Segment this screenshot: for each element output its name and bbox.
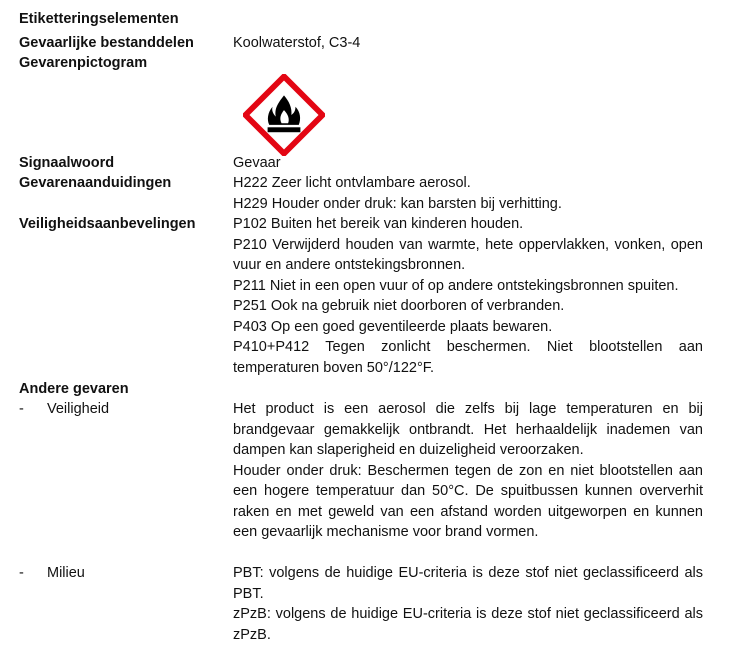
veiligheid-label: Veiligheid [47, 401, 110, 417]
h-statement: H222 Zeer licht ontvlambare aerosol. [233, 175, 471, 191]
bestanddelen-value: Koolwaterstof, C3-4 [233, 35, 361, 51]
list-dash: - [19, 401, 24, 417]
p-statement: P403 Op een goed geventileerde plaats bewaren. [233, 318, 553, 335]
signaalwoord-value: Gevaar [233, 155, 281, 171]
veiligheidsaanbevelingen-list [233, 214, 703, 378]
p-statement: P251 Ook na gebruik niet doorboren of verbranden. [233, 298, 565, 314]
milieu-paragraph: PBT: volgens de huidige EU-criteria is deze stof niet geclassificeerd als PBT. [233, 565, 703, 602]
veiligheid-text [233, 399, 703, 543]
p-statement: P102 Buiten het bereik van kinderen houden. [233, 216, 524, 232]
gevarenaanduidingen-list [233, 173, 703, 214]
andere-gevaren-label: Andere gevaren [19, 381, 129, 397]
p-statement: P211 Niet in een open vuur of op andere ontstekingsbronnen spuiten. [233, 277, 679, 294]
pictogram-label: Gevarenpictogram [19, 55, 148, 71]
bestanddelen-label: Gevaarlijke bestanddelen [19, 35, 194, 51]
h-statement: H229 Houder onder druk: kan barsten bij verhitting. [233, 195, 562, 212]
p-statement: P410+P412 Tegen zonlicht beschermen. Niet blootstellen aan temperaturen boven 50°/122°F. [233, 339, 703, 376]
milieu-text [233, 563, 703, 645]
gevarenaanduidingen-label: Gevarenaanduidingen [19, 175, 172, 191]
milieu-paragraph: zPzB: volgens de huidige EU-criteria is deze stof niet geclassificeerd als zPzB. [233, 606, 703, 643]
section-heading: Etiketteringselementen [19, 11, 179, 27]
p-statement: P210 Verwijderd houden van warmte, hete oppervlakken, vonken, open vuur en andere ontstekingsbronnen. [233, 236, 703, 273]
signaalwoord-label: Signaalwoord [19, 155, 115, 171]
veiligheidsaanbevelingen-label: Veiligheidsaanbevelingen [19, 216, 196, 232]
veiligheid-paragraph: Houder onder druk: Beschermen tegen de zon en niet blootstellen aan een hogere temperatuur dan 50°C. De spuitbussen kunnen oververhit raken en met geweld van een afstand worden uitgeworpen en kunnen een gevaarlijk mechanisme voor brand vormen. [233, 462, 703, 540]
milieu-label: Milieu [47, 565, 85, 581]
list-dash: - [19, 565, 24, 581]
veiligheid-paragraph: Het product is een aerosol die zelfs bij lage temperaturen en bij brandgevaar gemakkelijk ontbrandt. Het herhaaldelijk inademen van dampen kan slaperigheid en duizeligheid veroorzaken. [233, 401, 703, 458]
flame-ghs02-icon [243, 74, 325, 156]
